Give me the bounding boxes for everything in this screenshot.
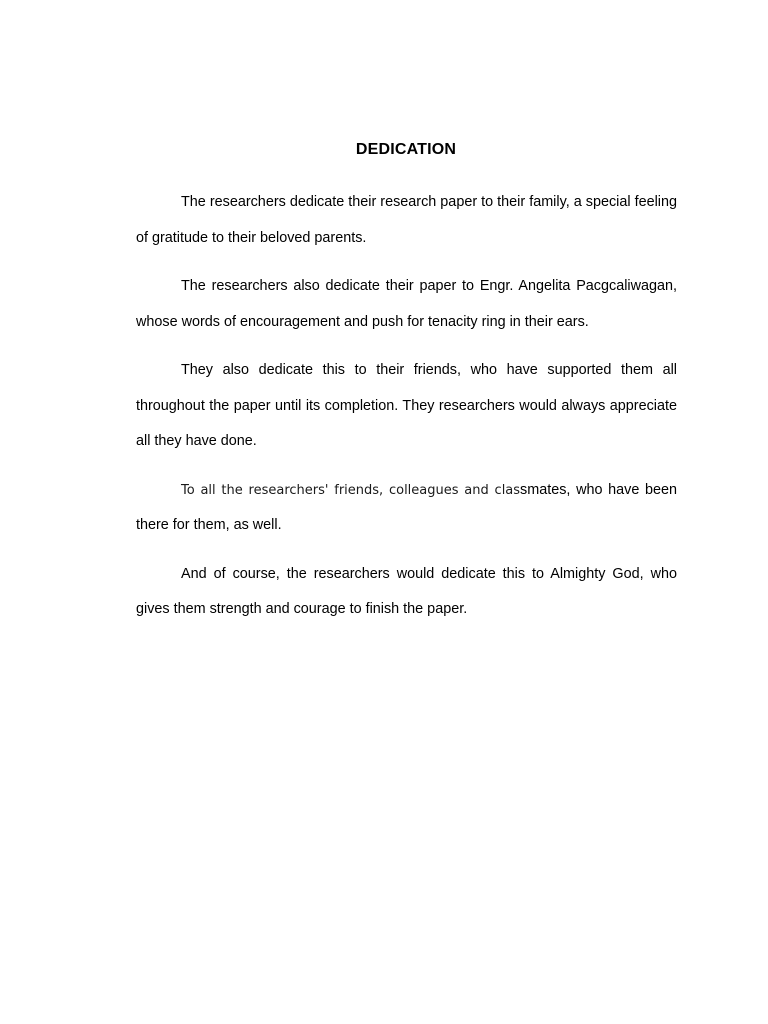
paragraph-friends: They also dedicate this to their friends, who have supported them all throughout the paper until its completion. They researchers would always appreciate all they have done. — [136, 362, 677, 449]
paragraph-adviser: The researchers also dedicate their paper to Engr. Angelita Pacgcaliwagan, whose words of encouragement and push for tenacity ring in their ears. — [136, 278, 677, 330]
dedication-body — [136, 185, 677, 641]
paragraph-classmates-part1: To all the researchers' friends, colleagues and clas — [181, 482, 521, 498]
paragraph-family: The researchers dedicate their research paper to their family, a special feeling of gratitude to their beloved parents. — [136, 194, 677, 246]
paragraph-god: And of course, the researchers would dedicate this to Almighty God, who gives them strength and courage to finish the paper. — [136, 565, 677, 617]
paragraph-classmates-part2: smates, who have been there for them, as well. — [136, 481, 677, 533]
paragraph-classmates — [136, 473, 677, 544]
page-title: DEDICATION — [355, 141, 457, 158]
